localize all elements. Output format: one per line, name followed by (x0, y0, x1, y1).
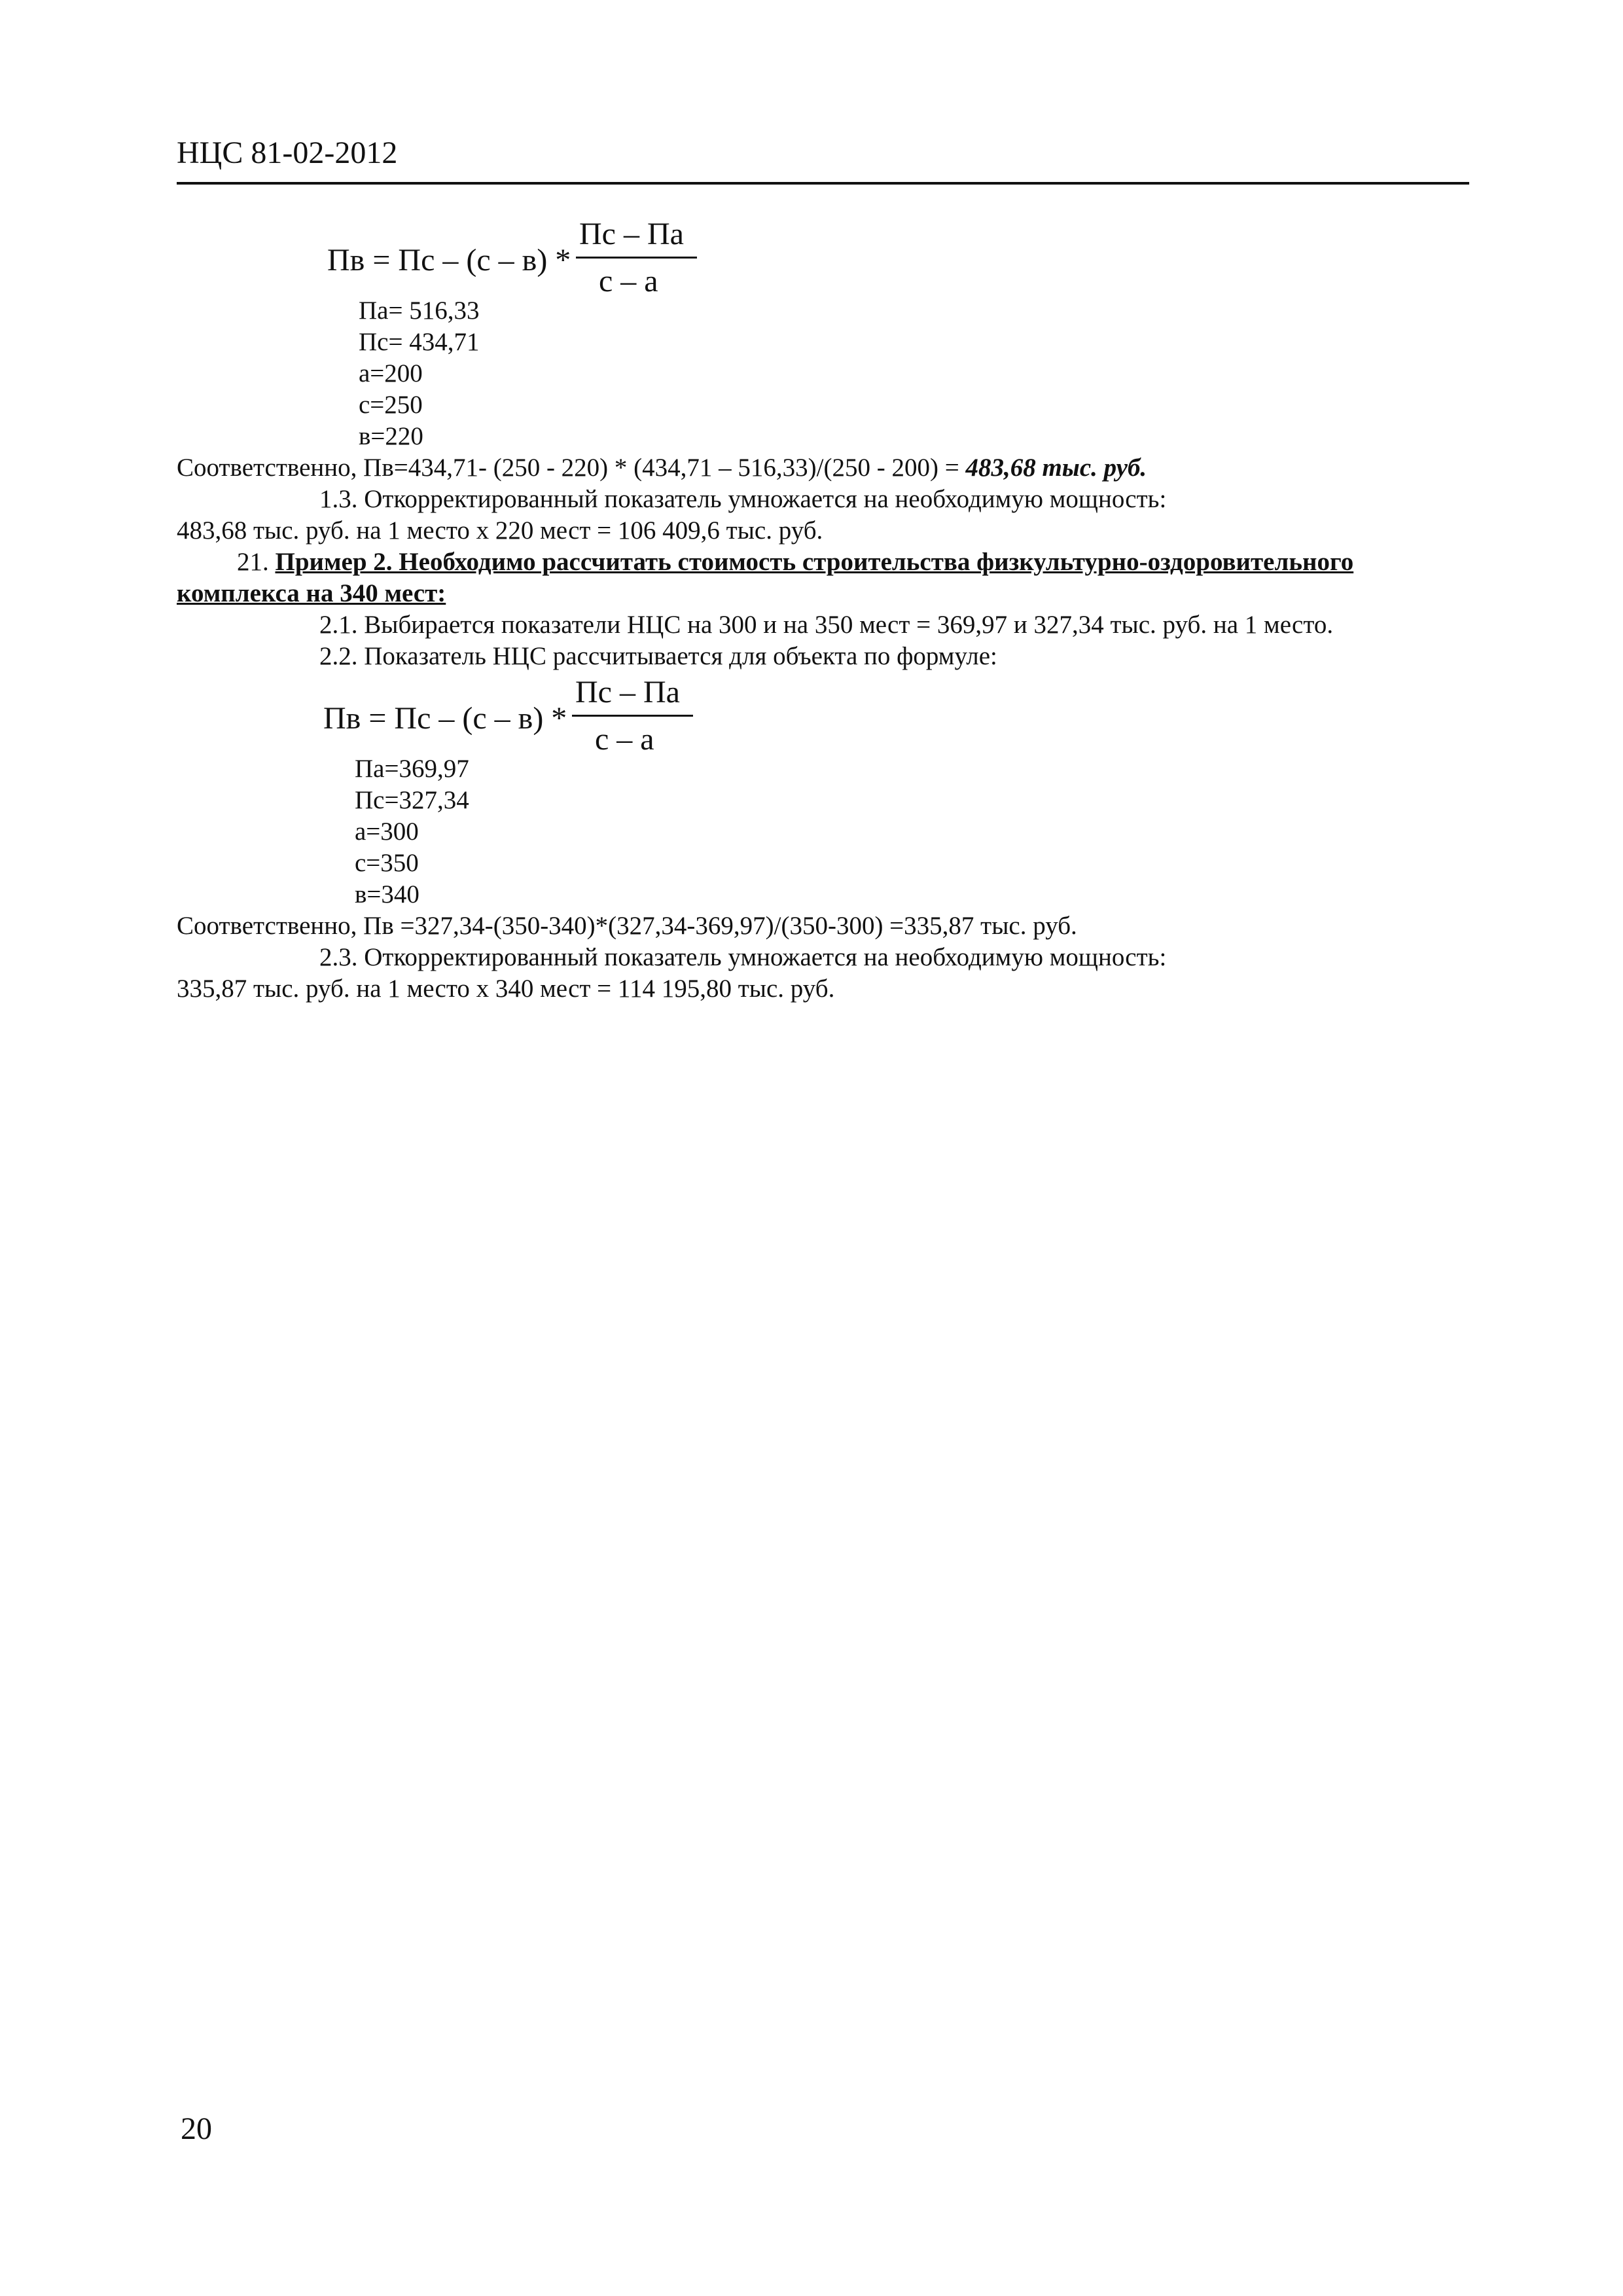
variable-b: в=340 (355, 880, 419, 908)
variable-a: а=200 (359, 359, 423, 387)
page-number: 20 (181, 2111, 212, 2146)
result-expression: Соответственно, Пв=434,71- (250 - 220) * (434,71 – 516,33)/(250 - 200) = (177, 454, 959, 482)
final-result-example-2: 335,87 тыс. руб. на 1 место х 340 мест = 114 195,80 тыс. руб. (177, 975, 835, 1003)
document-code-header: НЦС 81-02-2012 (177, 135, 398, 170)
formula-lhs: Пв = Пс – (с – в) * (323, 701, 567, 736)
paragraph-number: 21. (237, 548, 276, 576)
formula-lhs: Пв = Пс – (с – в) * (327, 243, 571, 278)
fraction-bar (576, 257, 697, 259)
example-2-heading (237, 549, 1353, 575)
formula-numerator: Пс – Па (579, 217, 684, 251)
example-2-heading-line-1: Пример 2. Необходимо рассчитать стоимость строительства физкультурно-оздоровительного (275, 548, 1354, 576)
result-value: 483,68 тыс. руб. (959, 454, 1147, 482)
variable-pa: Па= 516,33 (359, 296, 480, 325)
formula-denominator: с – а (595, 722, 654, 757)
formula-numerator: Пс – Па (575, 675, 680, 709)
final-result-example-1: 483,68 тыс. руб. на 1 место х 220 мест = 106 409,6 тыс. руб. (177, 516, 823, 545)
result-line-example-2: Соответственно, Пв =327,34-(350-340)*(327,34-369,97)/(350-300) =335,87 тыс. руб. (177, 912, 1077, 940)
step-2-2: 2.2. Показатель НЦС рассчитывается для объекта по формуле: (319, 642, 997, 670)
formula-example-2 (323, 674, 703, 759)
result-line-example-1 (177, 455, 1147, 480)
formula-denominator: с – а (599, 264, 658, 298)
step-1-3: 1.3. Откорректированный показатель умножается на необходимую мощность: (319, 485, 1167, 513)
variable-c: с=250 (359, 391, 423, 419)
variable-c: с=350 (355, 849, 419, 877)
formula-example-1 (327, 216, 707, 301)
fraction-bar (572, 715, 693, 717)
variable-pc: Пс= 434,71 (359, 328, 480, 356)
variable-b: в=220 (359, 422, 423, 450)
variable-pa: Па=369,97 (355, 755, 469, 783)
variable-pc: Пс=327,34 (355, 786, 469, 814)
header-rule (177, 182, 1469, 185)
step-2-3: 2.3. Откорректированный показатель умножается на необходимую мощность: (319, 943, 1167, 971)
example-2-heading-line-2: комплекса на 340 мест: (177, 579, 446, 607)
variable-a: а=300 (355, 817, 419, 846)
step-2-1: 2.1. Выбирается показатели НЦС на 300 и на 350 мест = 369,97 и 327,34 тыс. руб. на 1 место. (319, 611, 1334, 639)
